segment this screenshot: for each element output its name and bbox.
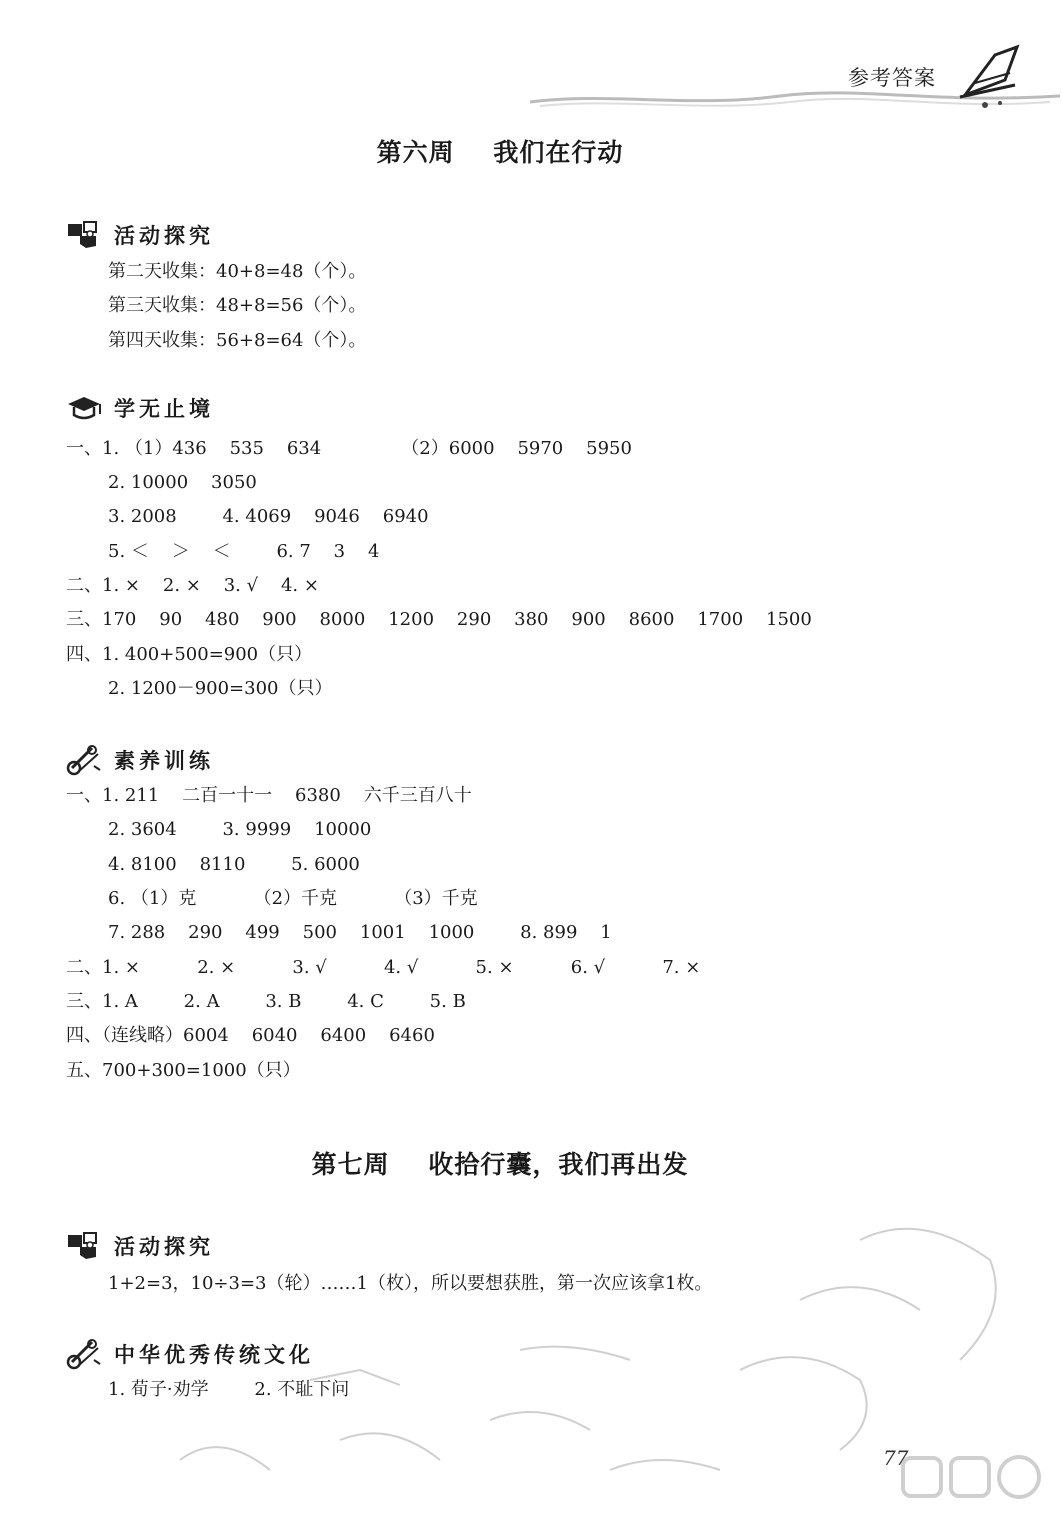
text-line: 2. 1200－900=300（只）: [108, 678, 333, 699]
text-line: 五、700+300=1000（只）: [66, 1060, 301, 1081]
graduation-cap-icon: [66, 394, 102, 422]
text-line: 2. 3604 3. 9999 10000: [108, 819, 372, 840]
text-line: 1. 荀子·劝学 2. 不耻下问: [108, 1379, 350, 1400]
section-heading-text: 素养训练: [114, 749, 214, 773]
text-line: 四、（连线略）6004 6040 6400 6460: [66, 1025, 435, 1046]
header-label: 参考答案: [848, 66, 936, 90]
text-line: 2. 10000 3050: [108, 472, 257, 493]
week6-title: 第六周 我们在行动: [376, 138, 624, 167]
watermark-logo: [883, 1452, 1053, 1532]
week6-study-heading: [66, 393, 214, 423]
text-line: 一、1. （1）436 535 634 （2）6000 5970 5950: [66, 438, 632, 459]
week7-title: 第七周 收拾行囊，我们再出发: [311, 1150, 689, 1179]
text-line: 三、170 90 480 900 8000 1200 290 380 900 8600 1700 1500: [66, 609, 812, 630]
header-wave-decoration: [530, 30, 1060, 120]
text-line: 5. ＜ ＞ ＜ 6. 7 3 4: [108, 541, 380, 562]
section-heading-text: 活动探究: [114, 224, 214, 248]
text-line: 二、1. × 2. × 3. √ 4. √ 5. × 6. √ 7. ×: [66, 957, 701, 978]
text-line: 一、1. 211 二百一十一 6380 六千三百八十: [66, 785, 472, 806]
scroll-icon: [66, 744, 102, 776]
text-line: 6. （1）克 （2）千克 （3）千克: [108, 888, 478, 909]
week6-activity-heading: [66, 220, 214, 250]
section-heading-text: 学无止境: [114, 397, 214, 421]
scroll-icon: [66, 1338, 102, 1370]
text-line: 第二天收集：40+8=48（个）。: [108, 261, 367, 282]
text-line: 4. 8100 8110 5. 6000: [108, 854, 360, 875]
text-line: 1+2=3，10÷3=3（轮）……1（枚），所以要想获胜，第一次应该拿1枚。: [108, 1273, 713, 1294]
text-line: 二、1. × 2. × 3. √ 4. ×: [66, 575, 319, 596]
page-number: 77: [883, 1446, 909, 1470]
puzzle-icon: [66, 1231, 102, 1261]
puzzle-icon: [66, 220, 102, 250]
week6-training-heading: [66, 744, 214, 776]
text-line: 第三天收集：48+8=56（个）。: [108, 295, 367, 316]
text-line: 四、1. 400+500=900（只）: [66, 644, 313, 665]
section-heading-text: 活动探究: [114, 1235, 214, 1259]
text-line: 7. 288 290 499 500 1001 1000 8. 899 1: [108, 922, 612, 943]
text-line: 三、1. A 2. A 3. B 4. C 5. B: [66, 991, 466, 1012]
text-line: 3. 2008 4. 4069 9046 6940: [108, 506, 429, 527]
text-line: 第四天收集：56+8=64（个）。: [108, 330, 367, 351]
section-heading-text: 中华优秀传统文化: [114, 1343, 314, 1367]
